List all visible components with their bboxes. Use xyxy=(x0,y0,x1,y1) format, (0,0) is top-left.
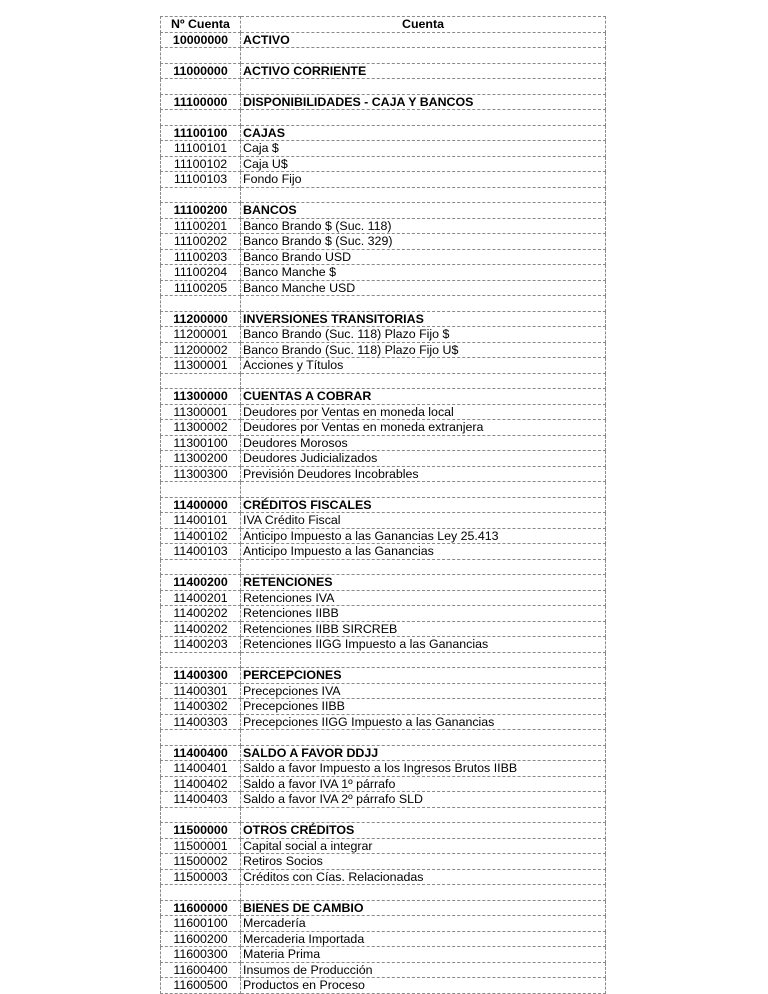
account-name-cell xyxy=(241,373,606,389)
account-name-cell: Deudores Morosos xyxy=(241,435,606,451)
account-number-cell xyxy=(161,482,241,498)
account-name-cell: Mercaderia Importada xyxy=(241,931,606,947)
account-number-cell: 11400301 xyxy=(161,683,241,699)
account-name-cell: RETENCIONES xyxy=(241,575,606,591)
account-number-cell xyxy=(161,652,241,668)
account-name-cell: ACTIVO xyxy=(241,32,606,48)
account-row xyxy=(161,249,606,265)
account-name-cell: Deudores Judicializados xyxy=(241,451,606,467)
account-row xyxy=(161,869,606,885)
account-number-cell: 11400400 xyxy=(161,745,241,761)
account-name-cell: CAJAS xyxy=(241,125,606,141)
account-group-row xyxy=(161,575,606,591)
account-name-cell xyxy=(241,652,606,668)
account-row xyxy=(161,714,606,730)
account-name-cell xyxy=(241,807,606,823)
account-number-cell: 11400000 xyxy=(161,497,241,513)
account-number-cell: 11100204 xyxy=(161,265,241,281)
header-account-name: Cuenta xyxy=(241,17,606,33)
account-name-cell xyxy=(241,559,606,575)
account-number-cell xyxy=(161,373,241,389)
account-name-cell: Mercadería xyxy=(241,916,606,932)
account-name-cell: Fondo Fijo xyxy=(241,172,606,188)
account-number-cell: 11100101 xyxy=(161,141,241,157)
account-number-cell: 11100202 xyxy=(161,234,241,250)
account-row xyxy=(161,404,606,420)
account-number-cell: 11100103 xyxy=(161,172,241,188)
account-name-cell: Banco Manche $ xyxy=(241,265,606,281)
account-row xyxy=(161,931,606,947)
account-number-cell: 11400401 xyxy=(161,761,241,777)
account-number-cell xyxy=(161,807,241,823)
account-number-cell: 11400203 xyxy=(161,637,241,653)
account-name-cell: Previsión Deudores Incobrables xyxy=(241,466,606,482)
spacer-row xyxy=(161,482,606,498)
accounts-table xyxy=(160,16,606,994)
account-name-cell: Capital social a integrar xyxy=(241,838,606,854)
accounts-table-body xyxy=(161,32,606,993)
account-name-cell: Anticipo Impuesto a las Ganancias xyxy=(241,544,606,560)
account-name-cell: Caja $ xyxy=(241,141,606,157)
account-name-cell: Productos en Proceso xyxy=(241,978,606,994)
account-name-cell: Precepciones IIGG Impuesto a las Ganancias xyxy=(241,714,606,730)
account-number-cell: 11400202 xyxy=(161,606,241,622)
account-row xyxy=(161,590,606,606)
account-number-cell: 11400303 xyxy=(161,714,241,730)
account-name-cell: Retenciones IIGG Impuesto a las Ganancias xyxy=(241,637,606,653)
account-row xyxy=(161,234,606,250)
account-row xyxy=(161,141,606,157)
account-number-cell: 11600300 xyxy=(161,947,241,963)
account-group-row xyxy=(161,389,606,405)
account-group-row xyxy=(161,125,606,141)
account-number-cell xyxy=(161,559,241,575)
account-name-cell: Precepciones IIBB xyxy=(241,699,606,715)
account-name-cell: Saldo a favor IVA 1º párrafo xyxy=(241,776,606,792)
account-number-cell: 11300002 xyxy=(161,420,241,436)
account-name-cell xyxy=(241,110,606,126)
account-number-cell: 11600200 xyxy=(161,931,241,947)
account-name-cell xyxy=(241,885,606,901)
account-row xyxy=(161,265,606,281)
account-name-cell xyxy=(241,482,606,498)
account-number-cell: 11600100 xyxy=(161,916,241,932)
account-group-row xyxy=(161,63,606,79)
account-name-cell: Saldo a favor Impuesto a los Ingresos Brutos IIBB xyxy=(241,761,606,777)
account-name-cell: Banco Brando USD xyxy=(241,249,606,265)
spacer-row xyxy=(161,187,606,203)
account-group-row xyxy=(161,203,606,219)
account-group-row xyxy=(161,94,606,110)
account-number-cell: 11300200 xyxy=(161,451,241,467)
account-number-cell: 11400102 xyxy=(161,528,241,544)
account-name-cell: Retenciones IVA xyxy=(241,590,606,606)
account-number-cell: 11100201 xyxy=(161,218,241,234)
account-row xyxy=(161,466,606,482)
account-name-cell: Banco Brando $ (Suc. 329) xyxy=(241,234,606,250)
account-name-cell: Deudores por Ventas en moneda local xyxy=(241,404,606,420)
account-row xyxy=(161,792,606,808)
account-name-cell: Anticipo Impuesto a las Ganancias Ley 25.413 xyxy=(241,528,606,544)
account-number-cell: 11600000 xyxy=(161,900,241,916)
account-name-cell: Banco Brando $ (Suc. 118) xyxy=(241,218,606,234)
account-number-cell: 11300001 xyxy=(161,404,241,420)
account-name-cell xyxy=(241,187,606,203)
account-row xyxy=(161,172,606,188)
account-number-cell: 11500002 xyxy=(161,854,241,870)
account-number-cell: 11400200 xyxy=(161,575,241,591)
account-number-cell xyxy=(161,885,241,901)
account-group-row xyxy=(161,823,606,839)
account-name-cell xyxy=(241,79,606,95)
account-number-cell xyxy=(161,296,241,312)
account-name-cell: Banco Manche USD xyxy=(241,280,606,296)
account-name-cell: PERCEPCIONES xyxy=(241,668,606,684)
spacer-row xyxy=(161,730,606,746)
account-group-row xyxy=(161,497,606,513)
spacer-row xyxy=(161,885,606,901)
spacer-row xyxy=(161,79,606,95)
account-name-cell: Precepciones IVA xyxy=(241,683,606,699)
account-number-cell: 11100200 xyxy=(161,203,241,219)
account-number-cell: 11500000 xyxy=(161,823,241,839)
account-row xyxy=(161,513,606,529)
spacer-row xyxy=(161,48,606,64)
account-row xyxy=(161,947,606,963)
account-number-cell: 11400402 xyxy=(161,776,241,792)
account-row xyxy=(161,699,606,715)
account-row xyxy=(161,451,606,467)
account-name-cell: Banco Brando (Suc. 118) Plazo Fijo $ xyxy=(241,327,606,343)
account-number-cell: 11100100 xyxy=(161,125,241,141)
account-name-cell: Caja U$ xyxy=(241,156,606,172)
account-row xyxy=(161,978,606,994)
account-number-cell: 11400201 xyxy=(161,590,241,606)
account-number-cell: 11200001 xyxy=(161,327,241,343)
account-row xyxy=(161,420,606,436)
account-name-cell: Saldo a favor IVA 2º párrafo SLD xyxy=(241,792,606,808)
spacer-row xyxy=(161,652,606,668)
account-number-cell: 11200000 xyxy=(161,311,241,327)
account-number-cell: 11400202 xyxy=(161,621,241,637)
account-row xyxy=(161,916,606,932)
spacer-row xyxy=(161,559,606,575)
account-number-cell: 11400403 xyxy=(161,792,241,808)
account-number-cell: 11000000 xyxy=(161,63,241,79)
account-group-row xyxy=(161,311,606,327)
account-number-cell: 11600400 xyxy=(161,962,241,978)
account-group-row xyxy=(161,32,606,48)
spacer-row xyxy=(161,373,606,389)
account-row xyxy=(161,528,606,544)
account-name-cell: INVERSIONES TRANSITORIAS xyxy=(241,311,606,327)
account-group-row xyxy=(161,900,606,916)
account-name-cell xyxy=(241,730,606,746)
account-number-cell: 11400103 xyxy=(161,544,241,560)
account-name-cell: OTROS CRÉDITOS xyxy=(241,823,606,839)
account-number-cell: 11400300 xyxy=(161,668,241,684)
account-number-cell xyxy=(161,110,241,126)
chart-of-accounts-sheet xyxy=(160,16,605,994)
account-number-cell: 11400302 xyxy=(161,699,241,715)
account-name-cell: Banco Brando (Suc. 118) Plazo Fijo U$ xyxy=(241,342,606,358)
account-number-cell: 11100205 xyxy=(161,280,241,296)
account-name-cell xyxy=(241,296,606,312)
account-name-cell: Créditos con Cías. Relacionadas xyxy=(241,869,606,885)
account-row xyxy=(161,218,606,234)
account-row xyxy=(161,838,606,854)
account-number-cell: 11100102 xyxy=(161,156,241,172)
account-number-cell: 11200002 xyxy=(161,342,241,358)
account-number-cell: 11100000 xyxy=(161,94,241,110)
account-name-cell: Materia Prima xyxy=(241,947,606,963)
account-number-cell: 11400101 xyxy=(161,513,241,529)
account-group-row xyxy=(161,668,606,684)
account-row xyxy=(161,342,606,358)
account-row xyxy=(161,962,606,978)
account-row xyxy=(161,358,606,374)
account-number-cell xyxy=(161,48,241,64)
account-row xyxy=(161,606,606,622)
account-number-cell xyxy=(161,730,241,746)
account-number-cell: 10000000 xyxy=(161,32,241,48)
account-name-cell xyxy=(241,48,606,64)
account-row xyxy=(161,776,606,792)
account-number-cell: 11300300 xyxy=(161,466,241,482)
account-number-cell: 11100203 xyxy=(161,249,241,265)
account-row xyxy=(161,435,606,451)
account-name-cell: Retiros Socios xyxy=(241,854,606,870)
account-name-cell: CUENTAS A COBRAR xyxy=(241,389,606,405)
account-row xyxy=(161,280,606,296)
account-name-cell: Acciones y Títulos xyxy=(241,358,606,374)
account-number-cell: 11500003 xyxy=(161,869,241,885)
account-number-cell: 11300000 xyxy=(161,389,241,405)
account-name-cell: BANCOS xyxy=(241,203,606,219)
account-number-cell xyxy=(161,187,241,203)
spacer-row xyxy=(161,296,606,312)
spacer-row xyxy=(161,110,606,126)
account-row xyxy=(161,544,606,560)
account-number-cell: 11300001 xyxy=(161,358,241,374)
account-row xyxy=(161,683,606,699)
account-number-cell: 11300100 xyxy=(161,435,241,451)
account-name-cell: IVA Crédito Fiscal xyxy=(241,513,606,529)
account-name-cell: Insumos de Producción xyxy=(241,962,606,978)
header-account-number: Nº Cuenta xyxy=(161,17,241,33)
account-name-cell: CRÉDITOS FISCALES xyxy=(241,497,606,513)
account-name-cell: Deudores por Ventas en moneda extranjera xyxy=(241,420,606,436)
account-row xyxy=(161,327,606,343)
account-name-cell: ACTIVO CORRIENTE xyxy=(241,63,606,79)
table-header-row xyxy=(161,17,606,33)
account-row xyxy=(161,637,606,653)
account-name-cell: Retenciones IIBB xyxy=(241,606,606,622)
account-number-cell xyxy=(161,79,241,95)
account-row xyxy=(161,854,606,870)
spacer-row xyxy=(161,807,606,823)
account-name-cell: BIENES DE CAMBIO xyxy=(241,900,606,916)
account-name-cell: SALDO A FAVOR DDJJ xyxy=(241,745,606,761)
account-name-cell: DISPONIBILIDADES - CAJA Y BANCOS xyxy=(241,94,606,110)
account-number-cell: 11500001 xyxy=(161,838,241,854)
account-row xyxy=(161,156,606,172)
account-name-cell: Retenciones IIBB SIRCREB xyxy=(241,621,606,637)
account-row xyxy=(161,761,606,777)
account-row xyxy=(161,621,606,637)
account-group-row xyxy=(161,745,606,761)
account-number-cell: 11600500 xyxy=(161,978,241,994)
